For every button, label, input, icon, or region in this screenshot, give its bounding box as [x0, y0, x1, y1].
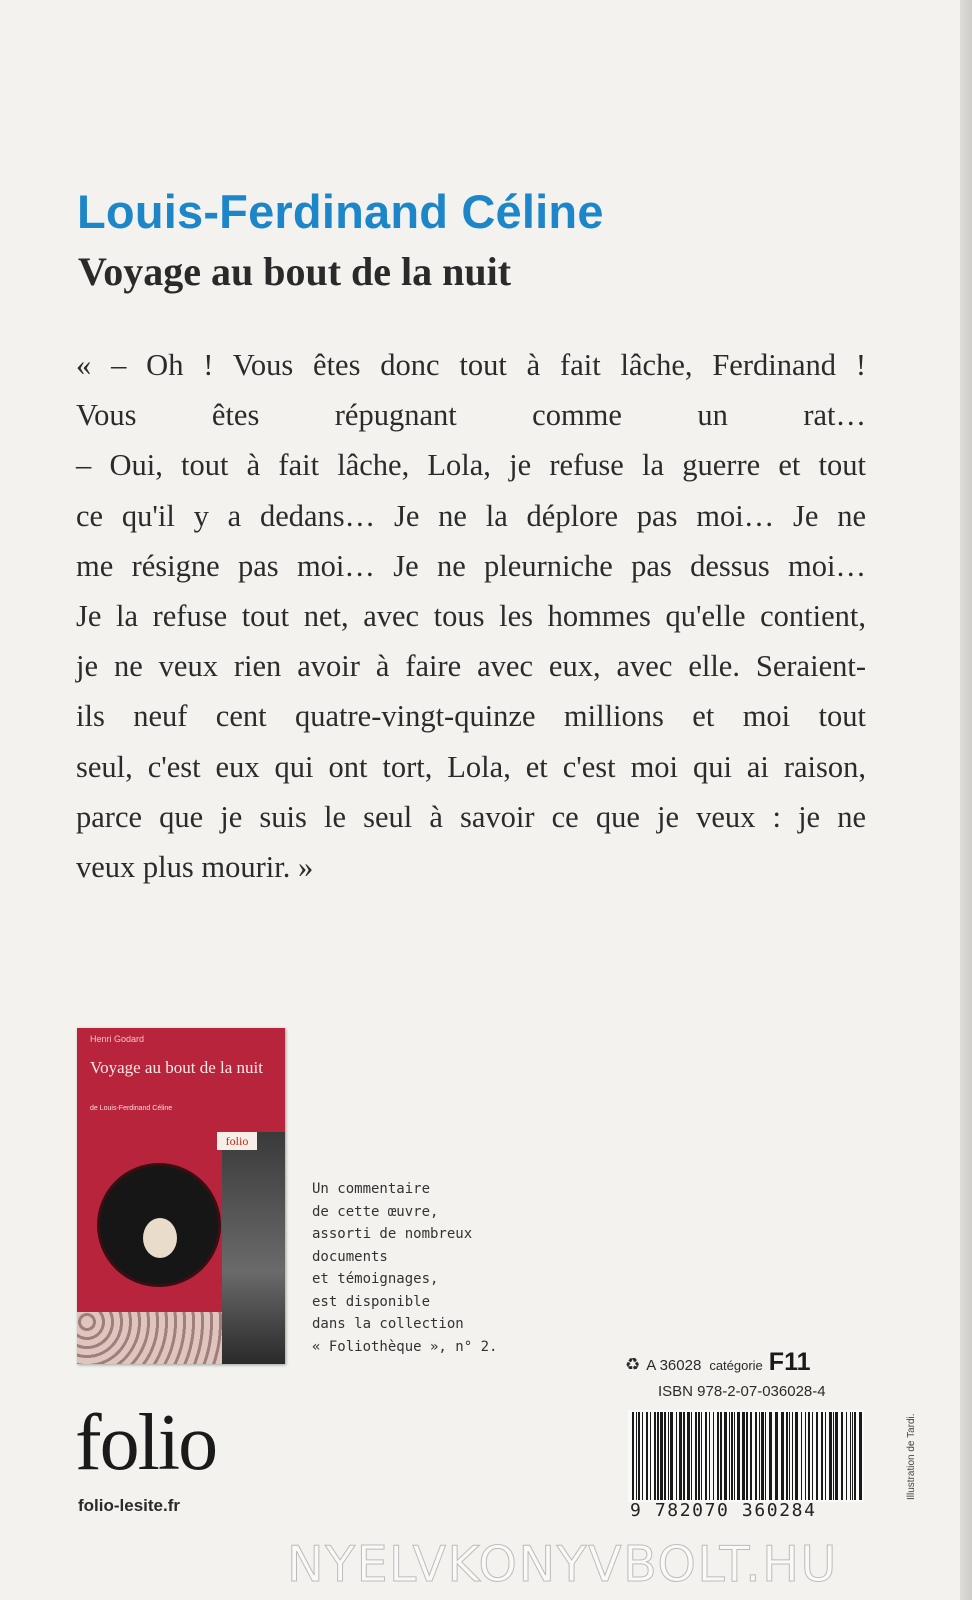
barcode-bar — [769, 1412, 772, 1500]
barcode-bar — [695, 1412, 697, 1500]
blurb-quote — [76, 340, 866, 892]
commentary-line: assorti de nombreux — [312, 1226, 473, 1242]
mini-cover-face — [143, 1218, 177, 1258]
commentary-note — [312, 1178, 512, 1358]
mini-cover-photo — [222, 1132, 285, 1364]
barcode-bar — [781, 1412, 784, 1500]
blurb-line: Je la refuse tout net, avec tous les hommes qu'elle contient, — [76, 598, 866, 633]
barcode-bar — [795, 1412, 798, 1500]
mini-cover-author: Henri Godard — [90, 1034, 145, 1044]
barcode-bar — [646, 1412, 648, 1500]
category-value: F11 — [768, 1348, 811, 1376]
barcode-bar — [729, 1412, 730, 1500]
blurb-line: « – Oh ! Vous êtes donc tout à fait lâche, Ferdinand ! — [76, 348, 866, 382]
barcode-bar — [846, 1412, 847, 1500]
blurb-line: Vous êtes répugnant comme un rat… — [76, 398, 866, 433]
barcode-bar — [670, 1412, 673, 1500]
illustration-credit: Illustration de Tardi. — [906, 1413, 917, 1500]
barcode-bar — [859, 1412, 862, 1500]
publisher-website: folio-lesite.fr — [78, 1496, 181, 1515]
barcode-bar — [683, 1412, 685, 1500]
blurb-line: – Oui, tout à fait lâche, Lola, je refuse la guerre et tout — [76, 448, 866, 483]
barcode-bar — [717, 1412, 719, 1500]
barcode-bar — [676, 1412, 677, 1500]
barcode-bar — [720, 1412, 722, 1500]
watermark: NYELVKONYVBOLT.HU — [287, 1536, 838, 1593]
barcode-bar — [755, 1412, 757, 1500]
barcode-bar — [636, 1412, 637, 1500]
folio-logo: folio — [75, 1399, 217, 1487]
barcode-bar — [792, 1412, 793, 1500]
blurb-line: ils neuf cent quatre-vingt-quinze millions et moi tout — [76, 699, 866, 734]
barcode-bar — [789, 1412, 790, 1500]
blurb-line: me résigne pas moi… Je ne pleurniche pas dessus moi… — [76, 548, 866, 583]
author-name: Louis-Ferdinand Céline — [77, 185, 604, 238]
barcode-bar — [765, 1412, 766, 1500]
barcode-bar — [746, 1412, 748, 1500]
barcode-bar — [657, 1412, 659, 1500]
blurb-line: je ne veux rien avoir à faire avec eux, avec elle. Seraient- — [76, 649, 866, 684]
barcode-bar — [664, 1412, 666, 1500]
barcode-bar — [808, 1412, 810, 1500]
commentary-line: dans la collection — [312, 1316, 464, 1332]
barcode-bar — [801, 1412, 802, 1500]
barcode-bar — [731, 1412, 733, 1500]
barcode-bar — [679, 1412, 682, 1500]
barcode-bar — [701, 1412, 702, 1500]
barcode-bar — [698, 1412, 700, 1500]
barcode-bar — [687, 1412, 690, 1500]
mini-cover-title: Voyage au bout de la nuit — [90, 1058, 263, 1077]
blurb-line: seul, c'est eux qui ont tort, Lola, et c'est moi qui ai raison, — [76, 749, 866, 784]
barcode-bar — [841, 1412, 843, 1500]
barcode-bar — [709, 1412, 710, 1500]
mini-cover-illustration — [97, 1163, 221, 1287]
barcode-bar — [759, 1412, 760, 1500]
barcode-bar — [724, 1412, 727, 1500]
barcode-bar — [713, 1412, 714, 1500]
blurb-line: veux plus mourir. » — [76, 849, 314, 884]
barcode-bar — [691, 1412, 692, 1500]
barcode-bar — [805, 1412, 806, 1500]
barcode-bar — [638, 1412, 640, 1500]
barcode-digits: 9 782070 360284 — [630, 1500, 817, 1521]
book-title: Voyage au bout de la nuit — [78, 249, 512, 294]
barcode-bar — [742, 1412, 745, 1500]
barcode-bar — [750, 1412, 752, 1500]
barcode-bar — [835, 1412, 838, 1500]
barcode-bar — [821, 1412, 823, 1500]
category-label: catégorie — [709, 1358, 763, 1373]
commentary-line: est disponible — [312, 1293, 431, 1310]
barcode-bar — [734, 1412, 735, 1500]
mini-cover-subtitle: de Louis-Ferdinand Céline — [90, 1105, 173, 1112]
barcode-bar — [812, 1412, 813, 1500]
barcode-bar — [825, 1412, 826, 1500]
isbn: ISBN 978-2-07-036028-4 — [658, 1383, 826, 1400]
barcode-bar — [650, 1412, 651, 1500]
mini-cover-folio-badge: folio — [217, 1132, 257, 1150]
recycle-icon: ♻ — [625, 1355, 641, 1374]
barcode-bar — [816, 1412, 818, 1500]
barcode-bar — [850, 1412, 851, 1500]
barcode-bar — [737, 1412, 740, 1500]
barcode-bar — [668, 1412, 669, 1500]
blurb-line: ce qu'il y a dedans… Je ne la déplore pas moi… Je ne — [76, 498, 866, 533]
barcode-bar — [632, 1412, 634, 1500]
cover-edge — [960, 0, 972, 1600]
barcode — [628, 1410, 864, 1502]
barcode-bar — [761, 1412, 764, 1500]
foliotheque-cover-image — [77, 1028, 285, 1364]
barcode-bar — [833, 1412, 834, 1500]
mini-cover-skulls-pattern — [77, 1312, 222, 1364]
product-codes — [625, 1348, 860, 1400]
barcode-bar — [654, 1412, 656, 1500]
commentary-line: « Foliothèque », n° 2. — [312, 1338, 498, 1355]
barcode-bar — [642, 1412, 643, 1500]
barcode-bar — [786, 1412, 788, 1500]
commentary-line: de cette œuvre, — [312, 1203, 439, 1220]
commentary-line: documents — [312, 1248, 388, 1265]
stock-code: A 36028 — [646, 1357, 702, 1374]
commentary-line: Un commentaire — [312, 1181, 431, 1197]
barcode-bar — [852, 1412, 853, 1500]
blurb-line: parce que je suis le seul à savoir ce que je veux : je ne — [76, 799, 866, 834]
barcode-bar — [660, 1412, 663, 1500]
barcode-bar — [829, 1412, 832, 1500]
barcode-bar — [854, 1412, 856, 1500]
commentary-line: et témoignages, — [312, 1271, 439, 1287]
barcode-bar — [775, 1412, 778, 1500]
barcode-bar — [705, 1412, 707, 1500]
